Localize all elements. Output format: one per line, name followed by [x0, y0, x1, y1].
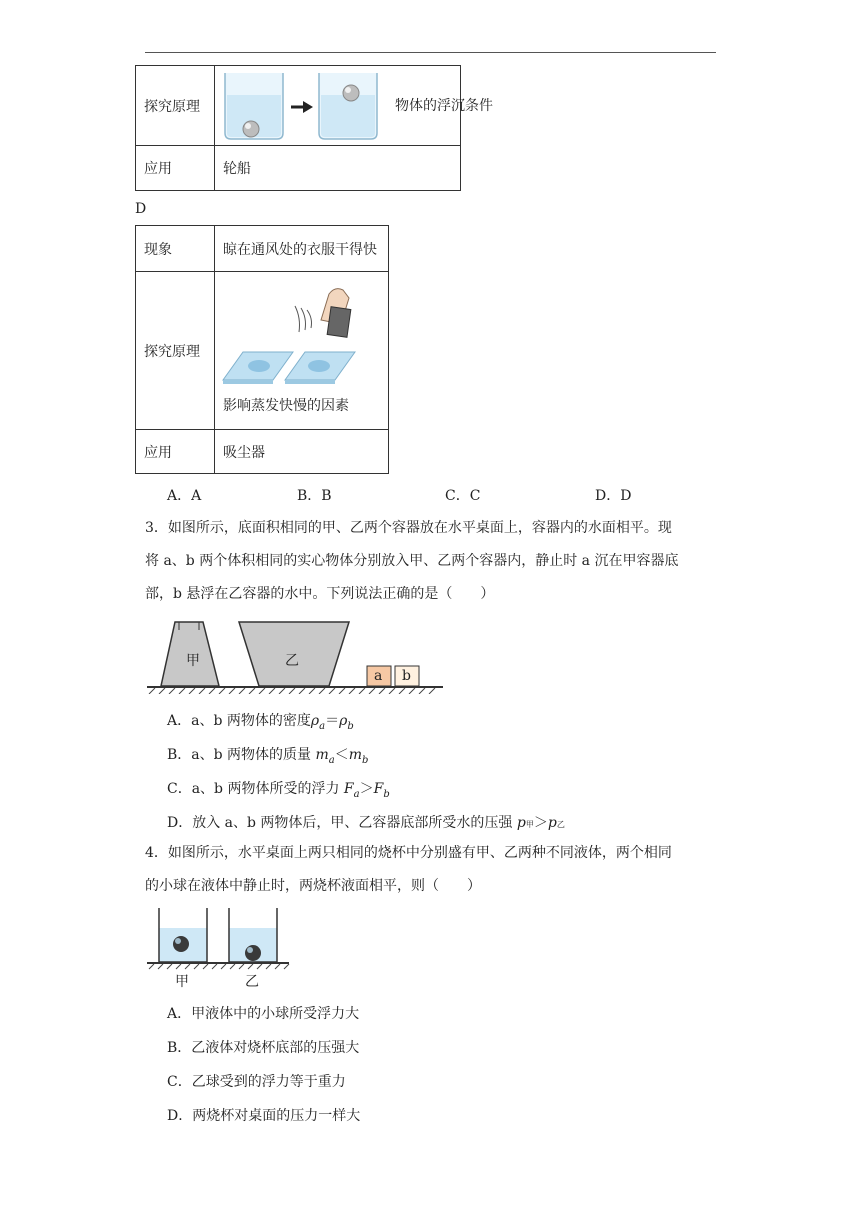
q4-label-yi: 乙	[245, 974, 259, 990]
q2-option-d[interactable]: D．D	[595, 488, 632, 504]
q3-option-c-text: C．a、b 两物体所受的浮力	[167, 781, 344, 797]
q4-label-jia: 甲	[175, 974, 189, 990]
cell-phenomenon-value: 晾在通风处的衣服干得快	[215, 226, 389, 272]
q3-label-yi: 乙	[285, 653, 299, 669]
q2-option-b[interactable]: B．B	[297, 488, 332, 504]
q3-option-c[interactable]: C．a、b 两物体所受的浮力 $F_a>F_b$	[167, 781, 390, 800]
evaporation-figure	[221, 280, 371, 390]
q2-option-a[interactable]: A．A	[167, 488, 202, 504]
q3-stem	[145, 512, 678, 611]
q3-stem-line: 部，b 悬浮在乙容器的水中。下列说法正确的是（ ）	[145, 586, 495, 602]
q3-option-a-text: A．a、b 两物体的密度	[167, 713, 311, 729]
cell-principle-figure	[215, 272, 389, 430]
q4-beakers-figure	[145, 906, 291, 970]
q3-label-b: b	[402, 668, 411, 684]
cell-label-principle: 探究原理	[136, 272, 215, 430]
table-option-d	[135, 225, 389, 474]
cell-label-application: 应用	[136, 146, 215, 191]
cell-label-application: 应用	[136, 430, 215, 474]
option-d-heading: D	[135, 201, 147, 217]
cell-principle-figure	[215, 66, 493, 146]
q4-option-c[interactable]: C．乙球受到的浮力等于重力	[167, 1074, 346, 1090]
figure-caption-evaporation: 影响蒸发快慢的因素	[223, 398, 349, 414]
q3-label-jia: 甲	[186, 653, 200, 669]
table-option-c	[135, 65, 493, 191]
beaker-figure	[221, 69, 386, 143]
q3-label-a: a	[374, 668, 383, 684]
q3-option-d[interactable]: D．放入 a、b 两物体后，甲、乙容器底部所受水的压强 p甲＞p乙	[167, 815, 565, 831]
q3-stem-line: 3．如图所示，底面积相同的甲、乙两个容器放在水平桌面上，容器内的水面相平。现	[145, 520, 672, 536]
q3-option-b[interactable]: B．a、b 两物体的质量 $m_a<m_b$	[167, 747, 369, 766]
q4-option-a[interactable]: A．甲液体中的小球所受浮力大	[167, 1006, 360, 1022]
q4-stem-line: 的小球在液体中静止时，两烧杯液面相平，则（ ）	[145, 878, 481, 894]
cell-application-value: 轮船	[215, 146, 461, 191]
cell-label-principle: 探究原理	[136, 66, 215, 146]
cell-application-value: 吸尘器	[215, 430, 389, 474]
q3-option-d-text: D．放入 a、b 两物体后，甲、乙容器底部所受水的压强	[167, 815, 517, 831]
cell-label-phenomenon: 现象	[136, 226, 215, 272]
header-rule	[145, 52, 716, 53]
q4-option-d[interactable]: D．两烧杯对桌面的压力一样大	[167, 1108, 361, 1124]
q4-stem-line: 4．如图所示，水平桌面上两只相同的烧杯中分别盛有甲、乙两种不同液体，两个相同	[145, 845, 672, 861]
q4-option-b[interactable]: B．乙液体对烧杯底部的压强大	[167, 1040, 360, 1056]
q3-option-b-text: B．a、b 两物体的质量	[167, 747, 316, 763]
q4-stem	[145, 837, 672, 903]
q3-option-a[interactable]: A．a、b 两物体的密度$\rho_a=\rho_b$	[167, 713, 354, 732]
figure-caption-float-sink: 物体的浮沉条件	[395, 98, 493, 114]
q2-option-c[interactable]: C．C	[445, 488, 481, 504]
q3-stem-line: 将 a、b 两个体积相同的实心物体分别放入甲、乙两个容器内，静止时 a 沉在甲容器底	[145, 553, 679, 569]
